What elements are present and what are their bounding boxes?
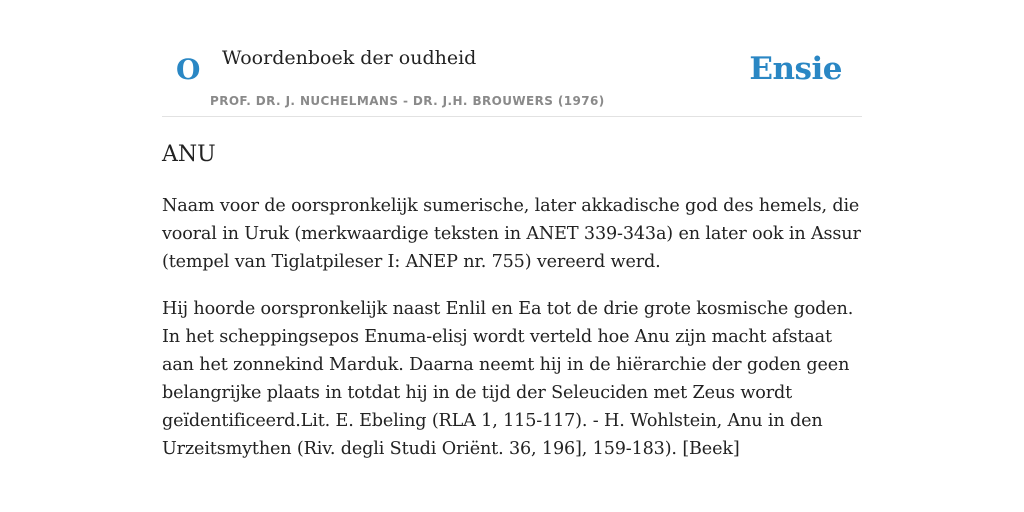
dictionary-authors: PROF. DR. J. NUCHELMANS - DR. J.H. BROUWERS (1976) [210,94,605,108]
entry-title: ANU [162,142,216,167]
dictionary-title-link[interactable]: Woordenboek der oudheid [222,47,477,69]
entry-paragraph: Naam voor de oorspronkelijk sumerische, later akkadische god des hemels, die vooral in Uruk (merkwaardige teksten in ANET 339-343a) en later ook in Assur (tempel van Tiglatpileser I: ANEP nr. 755) vereerd werd. [162,196,861,272]
dictionary-header [162,0,862,117]
entry-body [162,192,862,482]
entry-paragraph: Hij hoorde oorspronkelijk naast Enlil en Ea tot de drie grote kosmische goden. In het scheppingsepos Enuma-elisj wordt verteld hoe Anu zijn macht afstaat aan het zonnekind Marduk. Daarna neemt hij in de hiërarchie der goden geen belangrijke plaats in totdat hij in de tijd der Seleuciden met Zeus wordt geïdentificeerd.Lit. E. Ebeling (RLA 1, 115-117). - H. Wohlstein, Anu in den Urzeitsmythen (Riv. degli Studi Oriënt. 36, 196], 159-183). [Beek] [162,299,854,459]
alphabet-letter-link[interactable]: O [176,53,201,86]
ensie-logo-link[interactable]: Ensie [749,51,842,87]
page [162,0,862,459]
